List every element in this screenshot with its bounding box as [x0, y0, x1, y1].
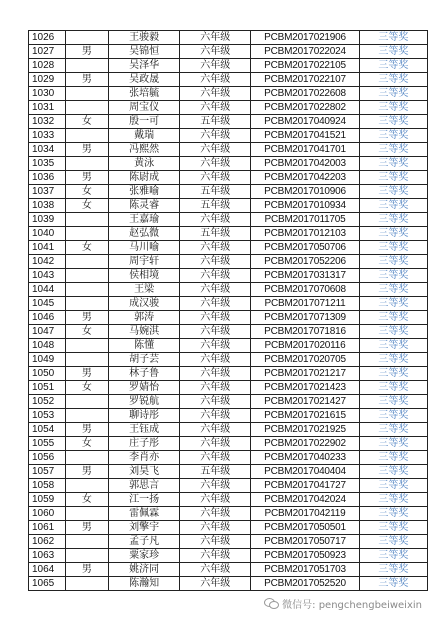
student-name: 吴泽华 [109, 59, 180, 73]
gender-cell [65, 479, 108, 493]
registration-code: PCBM2017020705 [251, 353, 359, 367]
registration-code: PCBM2017052206 [251, 255, 359, 269]
gender-cell: 男 [65, 171, 108, 185]
award-cell: 三等奖 [359, 213, 427, 227]
row-number: 1038 [29, 199, 66, 213]
table-row [29, 465, 428, 479]
table-row [29, 115, 428, 129]
table-row [29, 395, 428, 409]
row-number: 1052 [29, 395, 66, 409]
gender-cell [65, 535, 108, 549]
student-name: 马川喻 [109, 241, 180, 255]
grade-cell: 六年级 [180, 255, 251, 269]
table-row [29, 73, 428, 87]
grade-cell: 六年级 [180, 563, 251, 577]
grade-cell: 六年级 [180, 241, 251, 255]
student-name: 陈懂 [109, 339, 180, 353]
table-row [29, 129, 428, 143]
grade-cell: 五年级 [180, 227, 251, 241]
grade-cell: 六年级 [180, 423, 251, 437]
row-number: 1053 [29, 409, 66, 423]
row-number: 1032 [29, 115, 66, 129]
table-row [29, 367, 428, 381]
gender-cell [65, 227, 108, 241]
grade-cell: 六年级 [180, 213, 251, 227]
award-cell: 三等奖 [359, 367, 427, 381]
gender-cell: 男 [65, 311, 108, 325]
gender-cell: 女 [65, 241, 108, 255]
award-cell: 三等奖 [359, 185, 427, 199]
award-cell: 三等奖 [359, 451, 427, 465]
grade-cell: 六年级 [180, 479, 251, 493]
gender-cell [65, 507, 108, 521]
registration-code: PCBM2017040924 [251, 115, 359, 129]
award-cell: 三等奖 [359, 129, 427, 143]
grade-cell: 六年级 [180, 451, 251, 465]
registration-code: PCBM2017012103 [251, 227, 359, 241]
row-number: 1030 [29, 87, 66, 101]
registration-code: PCBM2017021906 [251, 31, 359, 45]
table-row [29, 143, 428, 157]
award-cell: 三等奖 [359, 297, 427, 311]
student-name: 胡子芸 [109, 353, 180, 367]
row-number: 1036 [29, 171, 66, 185]
grade-cell: 六年级 [180, 129, 251, 143]
table-row [29, 451, 428, 465]
gender-cell [65, 339, 108, 353]
table-row [29, 325, 428, 339]
gender-cell [65, 283, 108, 297]
row-number: 1041 [29, 241, 66, 255]
student-name: 赵弘微 [109, 227, 180, 241]
student-name: 陈瀚知 [109, 577, 180, 591]
grade-cell: 六年级 [180, 325, 251, 339]
row-number: 1049 [29, 353, 66, 367]
table-row [29, 479, 428, 493]
grade-cell: 六年级 [180, 353, 251, 367]
row-number: 1033 [29, 129, 66, 143]
award-cell: 三等奖 [359, 115, 427, 129]
table-row [29, 535, 428, 549]
student-name: 黄泳 [109, 157, 180, 171]
table-row [29, 101, 428, 115]
registration-code: PCBM2017071211 [251, 297, 359, 311]
grade-cell: 六年级 [180, 409, 251, 423]
registration-code: PCBM2017021615 [251, 409, 359, 423]
table-row [29, 381, 428, 395]
student-name: 陈尉成 [109, 171, 180, 185]
registration-code: PCBM2017041701 [251, 143, 359, 157]
award-cell: 三等奖 [359, 563, 427, 577]
gender-cell: 男 [65, 143, 108, 157]
registration-code: PCBM2017021925 [251, 423, 359, 437]
grade-cell: 六年级 [180, 535, 251, 549]
gender-cell: 男 [65, 423, 108, 437]
award-cell: 三等奖 [359, 479, 427, 493]
student-name: 王骏毅 [109, 31, 180, 45]
award-cell: 三等奖 [359, 157, 427, 171]
table-row [29, 255, 428, 269]
registration-code: PCBM2017041727 [251, 479, 359, 493]
student-name: 冯熙然 [109, 143, 180, 157]
grade-cell: 六年级 [180, 143, 251, 157]
grade-cell: 五年级 [180, 115, 251, 129]
award-cell: 三等奖 [359, 255, 427, 269]
grade-cell: 五年级 [180, 199, 251, 213]
gender-cell [65, 157, 108, 171]
gender-cell [65, 87, 108, 101]
award-cell: 三等奖 [359, 521, 427, 535]
table-row [29, 493, 428, 507]
registration-code: PCBM2017021423 [251, 381, 359, 395]
registration-code: PCBM2017052520 [251, 577, 359, 591]
award-cell: 三等奖 [359, 437, 427, 451]
grade-cell: 六年级 [180, 269, 251, 283]
table-row [29, 59, 428, 73]
award-cell: 三等奖 [359, 381, 427, 395]
grade-cell: 六年级 [180, 283, 251, 297]
student-name: 刘擎宇 [109, 521, 180, 535]
grade-cell: 六年级 [180, 101, 251, 115]
student-name: 庄子彤 [109, 437, 180, 451]
row-number: 1035 [29, 157, 66, 171]
student-name: 郭涛 [109, 311, 180, 325]
student-name: 王梁 [109, 283, 180, 297]
wechat-id-text: 微信号: pengchengbeiweixin [282, 600, 422, 611]
gender-cell [65, 255, 108, 269]
award-cell: 三等奖 [359, 577, 427, 591]
award-cell: 三等奖 [359, 339, 427, 353]
wechat-icon [264, 598, 278, 609]
award-cell: 三等奖 [359, 143, 427, 157]
award-cell: 三等奖 [359, 45, 427, 59]
table-row [29, 437, 428, 451]
wechat-footer [264, 596, 422, 611]
registration-code: PCBM2017050717 [251, 535, 359, 549]
gender-cell: 女 [65, 185, 108, 199]
award-cell: 三等奖 [359, 241, 427, 255]
table-row [29, 241, 428, 255]
student-name: 吴政晟 [109, 73, 180, 87]
gender-cell: 女 [65, 381, 108, 395]
registration-code: PCBM2017071309 [251, 311, 359, 325]
registration-code: PCBM2017042119 [251, 507, 359, 521]
registration-code: PCBM2017022902 [251, 437, 359, 451]
gender-cell [65, 297, 108, 311]
grade-cell: 六年级 [180, 59, 251, 73]
row-number: 1037 [29, 185, 66, 199]
registration-code: PCBM2017021427 [251, 395, 359, 409]
row-number: 1050 [29, 367, 66, 381]
table-row [29, 409, 428, 423]
award-cell: 三等奖 [359, 465, 427, 479]
award-cell: 三等奖 [359, 535, 427, 549]
gender-cell [65, 395, 108, 409]
grade-cell: 六年级 [180, 171, 251, 185]
gender-cell [65, 451, 108, 465]
student-name: 刘昊飞 [109, 465, 180, 479]
grade-cell: 六年级 [180, 297, 251, 311]
award-cell: 三等奖 [359, 199, 427, 213]
student-name: 王嘉瑜 [109, 213, 180, 227]
gender-cell: 男 [65, 45, 108, 59]
row-number: 1060 [29, 507, 66, 521]
gender-cell [65, 577, 108, 591]
gender-cell [65, 31, 108, 45]
award-cell: 三等奖 [359, 353, 427, 367]
student-name: 李肖亦 [109, 451, 180, 465]
row-number: 1034 [29, 143, 66, 157]
student-name: 罗锐航 [109, 395, 180, 409]
grade-cell: 五年级 [180, 185, 251, 199]
row-number: 1058 [29, 479, 66, 493]
table-row [29, 521, 428, 535]
row-number: 1057 [29, 465, 66, 479]
table-row [29, 45, 428, 59]
table-row [29, 353, 428, 367]
registration-code: PCBM2017050501 [251, 521, 359, 535]
table-row [29, 507, 428, 521]
table-row [29, 185, 428, 199]
gender-cell [65, 409, 108, 423]
award-cell: 三等奖 [359, 423, 427, 437]
gender-cell [65, 213, 108, 227]
registration-code: PCBM2017040404 [251, 465, 359, 479]
row-number: 1039 [29, 213, 66, 227]
row-number: 1051 [29, 381, 66, 395]
registration-code: PCBM2017051703 [251, 563, 359, 577]
grade-cell: 六年级 [180, 31, 251, 45]
registration-code: PCBM2017071816 [251, 325, 359, 339]
award-cell: 三等奖 [359, 73, 427, 87]
registration-code: PCBM2017050706 [251, 241, 359, 255]
award-cell: 三等奖 [359, 507, 427, 521]
gender-cell: 女 [65, 325, 108, 339]
student-name: 殷一可 [109, 115, 180, 129]
student-name: 粟家珍 [109, 549, 180, 563]
student-name: 林子鲁 [109, 367, 180, 381]
registration-code: PCBM2017042024 [251, 493, 359, 507]
student-name: 张培毓 [109, 87, 180, 101]
gender-cell: 男 [65, 563, 108, 577]
gender-cell: 女 [65, 493, 108, 507]
award-cell: 三等奖 [359, 283, 427, 297]
registration-code: PCBM2017022802 [251, 101, 359, 115]
gender-cell: 男 [65, 367, 108, 381]
registration-code: PCBM2017050923 [251, 549, 359, 563]
table-row [29, 283, 428, 297]
grade-cell: 六年级 [180, 507, 251, 521]
row-number: 1061 [29, 521, 66, 535]
award-cell: 三等奖 [359, 549, 427, 563]
gender-cell: 女 [65, 437, 108, 451]
gender-cell [65, 59, 108, 73]
registration-code: PCBM2017041521 [251, 129, 359, 143]
student-name: 侯相境 [109, 269, 180, 283]
award-cell: 三等奖 [359, 227, 427, 241]
registration-code: PCBM2017042203 [251, 171, 359, 185]
student-name: 马婉淇 [109, 325, 180, 339]
row-number: 1042 [29, 255, 66, 269]
student-name: 聊诗彤 [109, 409, 180, 423]
row-number: 1048 [29, 339, 66, 353]
student-name: 江一扬 [109, 493, 180, 507]
table-row [29, 213, 428, 227]
row-number: 1045 [29, 297, 66, 311]
grade-cell: 六年级 [180, 311, 251, 325]
grade-cell: 六年级 [180, 395, 251, 409]
registration-code: PCBM2017022608 [251, 87, 359, 101]
award-cell: 三等奖 [359, 325, 427, 339]
gender-cell: 女 [65, 199, 108, 213]
student-name: 周宇轩 [109, 255, 180, 269]
gender-cell: 男 [65, 521, 108, 535]
row-number: 1031 [29, 101, 66, 115]
grade-cell: 六年级 [180, 367, 251, 381]
grade-cell: 六年级 [180, 493, 251, 507]
student-name: 郭思言 [109, 479, 180, 493]
table-row [29, 87, 428, 101]
award-cell: 三等奖 [359, 59, 427, 73]
award-cell: 三等奖 [359, 101, 427, 115]
student-name: 周宝仪 [109, 101, 180, 115]
row-number: 1064 [29, 563, 66, 577]
row-number: 1062 [29, 535, 66, 549]
award-cell: 三等奖 [359, 395, 427, 409]
table-row [29, 577, 428, 591]
award-cell: 三等奖 [359, 171, 427, 185]
gender-cell: 女 [65, 115, 108, 129]
grade-cell: 六年级 [180, 437, 251, 451]
row-number: 1046 [29, 311, 66, 325]
gender-cell: 男 [65, 73, 108, 87]
row-number: 1040 [29, 227, 66, 241]
grade-cell: 六年级 [180, 45, 251, 59]
table-row [29, 227, 428, 241]
registration-code: PCBM2017020116 [251, 339, 359, 353]
row-number: 1065 [29, 577, 66, 591]
row-number: 1047 [29, 325, 66, 339]
award-list-body [29, 31, 428, 591]
award-cell: 三等奖 [359, 311, 427, 325]
student-name: 雷佩霖 [109, 507, 180, 521]
grade-cell: 六年级 [180, 73, 251, 87]
grade-cell: 六年级 [180, 521, 251, 535]
gender-cell [65, 129, 108, 143]
gender-cell [65, 353, 108, 367]
row-number: 1043 [29, 269, 66, 283]
row-number: 1029 [29, 73, 66, 87]
table-row [29, 199, 428, 213]
award-cell: 三等奖 [359, 269, 427, 283]
registration-code: PCBM2017010934 [251, 199, 359, 213]
row-number: 1044 [29, 283, 66, 297]
row-number: 1028 [29, 59, 66, 73]
gender-cell [65, 101, 108, 115]
student-name: 戴瑞 [109, 129, 180, 143]
gender-cell: 男 [65, 465, 108, 479]
student-name: 成汉骏 [109, 297, 180, 311]
table-row [29, 423, 428, 437]
row-number: 1056 [29, 451, 66, 465]
row-number: 1055 [29, 437, 66, 451]
student-name: 姚济同 [109, 563, 180, 577]
student-name: 陈灵睿 [109, 199, 180, 213]
table-row [29, 157, 428, 171]
grade-cell: 五年级 [180, 465, 251, 479]
table-row [29, 549, 428, 563]
registration-code: PCBM2017031317 [251, 269, 359, 283]
registration-code: PCBM2017010906 [251, 185, 359, 199]
award-cell: 三等奖 [359, 87, 427, 101]
table-row [29, 171, 428, 185]
registration-code: PCBM2017070608 [251, 283, 359, 297]
gender-cell [65, 549, 108, 563]
grade-cell: 六年级 [180, 577, 251, 591]
student-name: 吴锦恒 [109, 45, 180, 59]
grade-cell: 六年级 [180, 339, 251, 353]
row-number: 1059 [29, 493, 66, 507]
student-name: 孟子凡 [109, 535, 180, 549]
gender-cell [65, 269, 108, 283]
registration-code: PCBM2017011705 [251, 213, 359, 227]
student-name: 张雅喻 [109, 185, 180, 199]
table-row [29, 31, 428, 45]
grade-cell: 六年级 [180, 87, 251, 101]
registration-code: PCBM2017021217 [251, 367, 359, 381]
table-row [29, 339, 428, 353]
registration-code: PCBM2017022107 [251, 73, 359, 87]
table-row [29, 297, 428, 311]
row-number: 1063 [29, 549, 66, 563]
grade-cell: 六年级 [180, 157, 251, 171]
registration-code: PCBM2017042003 [251, 157, 359, 171]
registration-code: PCBM2017040233 [251, 451, 359, 465]
award-cell: 三等奖 [359, 493, 427, 507]
grade-cell: 六年级 [180, 549, 251, 563]
grade-cell: 六年级 [180, 381, 251, 395]
award-cell: 三等奖 [359, 409, 427, 423]
award-list-table [28, 30, 428, 591]
student-name: 王钰成 [109, 423, 180, 437]
row-number: 1054 [29, 423, 66, 437]
row-number: 1027 [29, 45, 66, 59]
table-row [29, 269, 428, 283]
registration-code: PCBM2017022105 [251, 59, 359, 73]
table-row [29, 563, 428, 577]
award-cell: 三等奖 [359, 31, 427, 45]
row-number: 1026 [29, 31, 66, 45]
student-name: 罗婧怡 [109, 381, 180, 395]
registration-code: PCBM2017022024 [251, 45, 359, 59]
table-row [29, 311, 428, 325]
